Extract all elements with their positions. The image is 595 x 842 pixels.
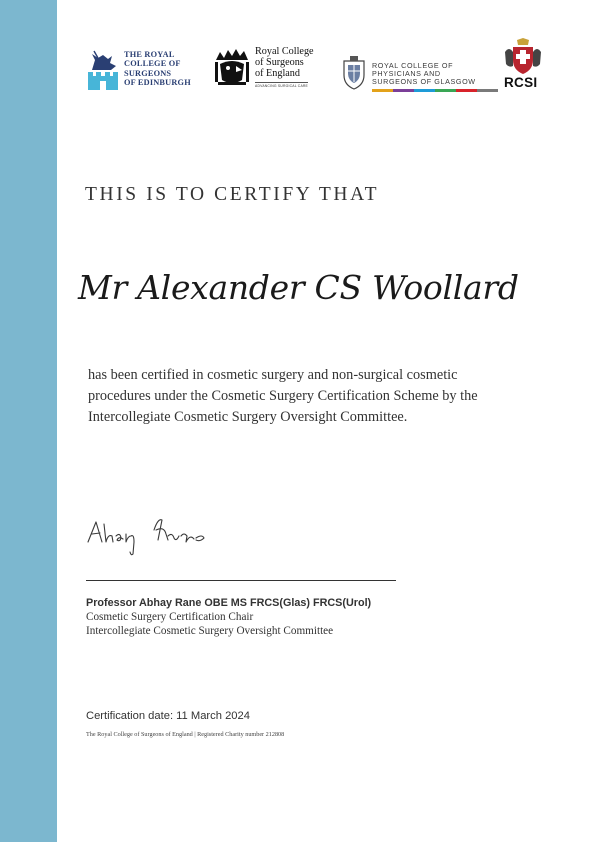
side-accent-bar [0,0,57,842]
signature-line [86,580,396,581]
rcps-glasgow-color-stripes [372,89,498,92]
signatory-role: Cosmetic Surgery Certification Chair [86,611,254,623]
statement-line: procedures under the Cosmetic Surgery Certification Scheme by the [88,388,478,404]
shield-crest-icon [340,55,368,91]
bird-crest-icon [212,46,252,90]
handwritten-signature [86,512,216,558]
rcps-glasgow-name: ROYAL COLLEGE OF PHYSICIANS AND SURGEONS OF GLASGOW [372,61,476,87]
certify-heading: THIS IS TO CERTIFY THAT [85,184,380,205]
rcs-england-logo [212,46,332,92]
rcsi-wordmark: RCSI [504,75,538,90]
recipient-name: Mr Alexander CS Woollard [78,268,519,307]
rcps-glasgow-logo [340,55,500,95]
unicorn-crest-icon [86,50,122,92]
rcs-england-tagline: ADVANCING SURGICAL CARE [255,84,309,88]
rcsi-logo [503,38,545,96]
statement-line: Intercollegiate Cosmetic Surgery Oversight Committee. [88,409,408,425]
certification-statement [88,365,528,428]
signatory-committee: Intercollegiate Cosmetic Surgery Oversight Committee [86,625,334,637]
rcsi-crest-icon [503,38,543,76]
signatory-name: Professor Abhay Rane OBE MS FRCS(Glas) FRCS(Urol) [86,597,372,609]
footer-charity-note: The Royal College of Surgeons of England | Registered Charity number 212808 [86,731,285,738]
rcs-edinburgh-logo [86,50,201,95]
certification-date: Certification date: 11 March 2024 [86,710,250,722]
rcs-england-name: Royal College of Surgeons of England [255,46,314,80]
statement-line: has been certified in cosmetic surgery and non-surgical cosmetic [88,367,458,383]
rcs-edinburgh-name: THE ROYAL COLLEGE OF SURGEONS OF EDINBURGH [124,50,191,88]
